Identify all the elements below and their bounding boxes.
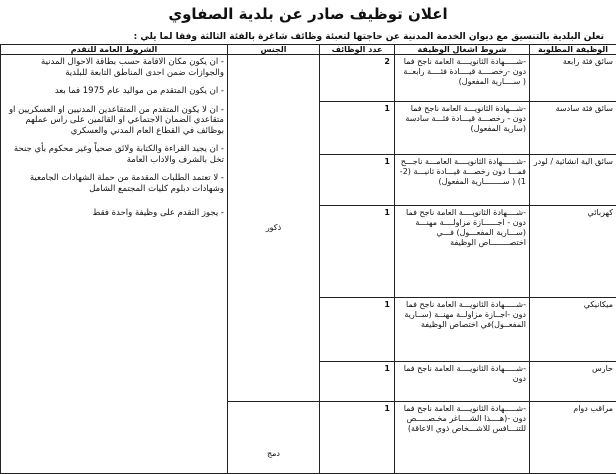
job-title: سائق فئة رابعة (530, 55, 616, 102)
job-title: سائق الية انشائية / لودر (530, 155, 616, 206)
general-condition-item: - ان يجيد القراءة والكتابة ولائق صحياً وغير محكوم بأي جنحة تخل بالشرف والاداب العامة (4, 144, 224, 165)
col-gender-header: الجنس (228, 45, 320, 55)
job-title: مراقب دوام (530, 402, 616, 474)
general-condition-item: - ان لا يكون المتقدم من المتقاعدين المدنيين او العسكريين او متقاعدي الضمان الاجتماعي او القائمين على راس عملهم بوظائف في القطاع العام المدني والعسكري (4, 105, 224, 137)
job-conditions: -شـــــهادة الثانويــــة العامة ناجح فما دون (395, 361, 530, 402)
job-count: 2 (320, 55, 395, 102)
general-conditions-cell (1, 55, 228, 474)
job-conditions: -شـــهادة الثانويـــة العامة ناجح فما دون - رخصـــة قيـــادة فئـــة سادسة (سارية المفعول) (395, 102, 530, 155)
col-count-header: عدد الوظائف (320, 45, 395, 55)
job-title: كهربائي (530, 206, 616, 298)
col-conditions-header: شروط اشغال الوظيفة (395, 45, 530, 55)
job-count: 1 (320, 361, 395, 402)
col-general-header: الشروط العامة للتقدم (1, 45, 228, 55)
job-conditions: -شــــهادة الثانويــــة العامة ناجح فما دون - اجــــــازة مزاولــــة مهنـــة (ســـارية المفعـــول) فـــي اختصــــــــاص الوظيفة (395, 206, 530, 298)
job-conditions: -شـــــهادة الثانويـــة العامة ناجح فما دون -اجــازة مزاولــة مهنــة (ســارية المفعــول)في اختصاص الوظيفة (395, 298, 530, 361)
general-condition-item: - يجوز التقدم على وظيفة واحدة فقط (4, 208, 224, 219)
job-conditions: -شـــــهادة الثانويــــة العامة ناجح فما دون -(هــــذا الشــــاغر مخـصـــــص للتنـــافس للاشـــخاص ذوي الاعاقة) (395, 402, 530, 474)
job-count: 1 (320, 206, 395, 298)
table-header-row (1, 45, 616, 55)
job-title: سائق فئة سادسة (530, 102, 616, 155)
job-count: 1 (320, 155, 395, 206)
gender-male-cell: ذكور (228, 55, 320, 402)
job-count: 1 (320, 298, 395, 361)
general-condition-item: - ان يكون المتقدم من مواليد عام 1975 فما بعد (4, 86, 224, 97)
job-title: حارس (530, 361, 616, 402)
jobs-table (0, 44, 616, 474)
gender-mixed-cell: دمج (228, 402, 320, 474)
general-condition-item: - ان يكون مكان الاقامة حسب بطاقة الاحوال المدنية والجوازات ضمن احدى المناطق التابعة للبلدية (4, 57, 224, 78)
general-condition-item: - لا تعتمد الطلبات المقدمة من حملة الشهادات الجامعية وشهادات دبلوم كليات المجتمع الشامل (4, 173, 224, 194)
job-count: 1 (320, 102, 395, 155)
job-title: ميكانيكي (530, 298, 616, 361)
job-conditions: -شـــــهادة الثانويــــة العامة ناجح فما دون -رخصــــة قيــــادة فئــــة رابعــة ( ســــارية المفعول) (395, 55, 530, 102)
table-row (1, 55, 616, 102)
col-job-header: الوظيفة المطلوبة (530, 45, 616, 55)
intro-text: تعلن البلدية بالتنسيق مع ديوان الخدمة المدنية عن حاجتها لتعبئة وظائف شاغرة بالفئة الثالثة وفقا لما يلي : (12, 31, 604, 44)
job-count: 1 (320, 402, 395, 474)
page-title: اعلان توظيف صادر عن بلدية الصفاوي (0, 2, 616, 26)
job-conditions: -شــــــهادة الثانويــــة العامـــة ناجـــح فمـــا دون رخصـــة قيـــادة ثانيـــة (2-1) ( ســــــــارية المفعول) (395, 155, 530, 206)
